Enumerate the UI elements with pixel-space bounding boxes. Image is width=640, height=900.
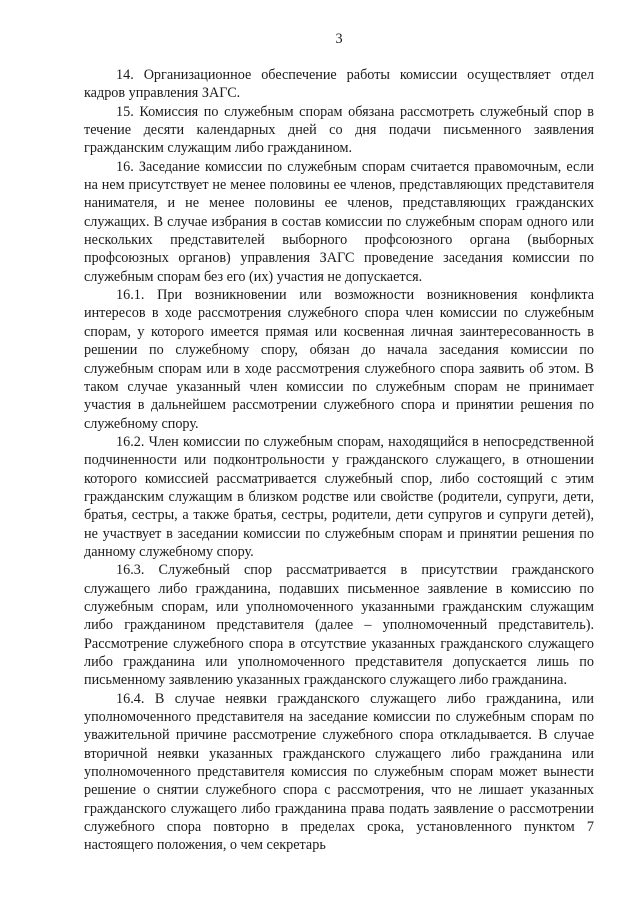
paragraph-15: 15. Комиссия по служебным спорам обязана рассмотреть служебный спор в течение десяти календарных дней со дня подачи письменного заявления гражданским служащим либо гражданином. xyxy=(84,103,594,157)
paragraph-16: 16. Заседание комиссии по служебным спорам считается правомочным, если на нем присутствует не менее половины ее членов, представляющих представителя нанимателя, и не менее половины ее членов, представляющих гражданских служащих. В случае избрания в состав комиссии по служебным спорам одного или нескольких представителей выборного профсоюзного органа (выборных профсоюзных органов) управления ЗАГС проведение заседания комиссии по служебным спорам без его (их) участия не допускается. xyxy=(84,158,594,285)
page-number: 3 xyxy=(335,31,343,47)
document-page xyxy=(84,30,594,855)
paragraph-14: 14. Организационное обеспечение работы комиссии осуществляет отдел кадров управления ЗАГС. xyxy=(84,67,594,102)
paragraph-16-3: 16.3. Служебный спор рассматривается в присутствии гражданского служащего либо гражданина, подавших письменное заявление в комиссию по служебным спорам, или уполномоченного указанными гражданским служащим либо гражданином представителя (далее – уполномоченный представитель). Рассмотрение служебного спора в отсутствие указанных гражданского служащего либо гражданина или уполномоченного представителя допускается лишь по письменному заявлению указанных гражданского служащего либо гражданина. xyxy=(84,562,594,689)
paragraph-16-1: 16.1. При возникновении или возможности возникновения конфликта интересов в ходе рассмотрения служебного спора член комиссии по служебным спорам, у которого имеется прямая или косвенная личная заинтересованность в решении по служебному спору, обязан до начала заседания комиссии по служебным спорам или в ходе рассмотрения служебного спора заявить об этом. В таком случае указанный член комиссии по служебным спорам не принимает участия в дальнейшем рассмотрении служебного спора и принятии решения по служебному спору. xyxy=(84,287,594,432)
paragraph-16-4: 16.4. В случае неявки гражданского служащего либо гражданина, или уполномоченного представителя на заседание комиссии по служебным спорам по уважительной причине рассмотрение служебного спора откладывается. В случае вторичной неявки указанных гражданского служащего либо гражданина или уполномоченного представителя комиссия по служебным спорам может вынести решение о снятии служебного спора с рассмотрения, что не лишает указанных гражданского служащего либо гражданина права подать заявление о рассмотрении служебного спора повторно в пределах срока, установленного пунктом 7 настоящего положения, о чем секретарь xyxy=(84,690,594,854)
paragraph-16-2: 16.2. Член комиссии по служебным спорам, находящийся в непосредственной подчиненности или подконтрольности у гражданского служащего, в отношении которого комиссией рассматривается служебный спор, либо состоящий с этим гражданским служащим в близком родстве или свойстве (родители, супруги, дети, братья, сестры, а также братья, сестры, родители, дети супругов и супруги детей), не участвует в заседании комиссии по служебным спорам и принятии решения по данному служебному спору. xyxy=(84,433,594,560)
